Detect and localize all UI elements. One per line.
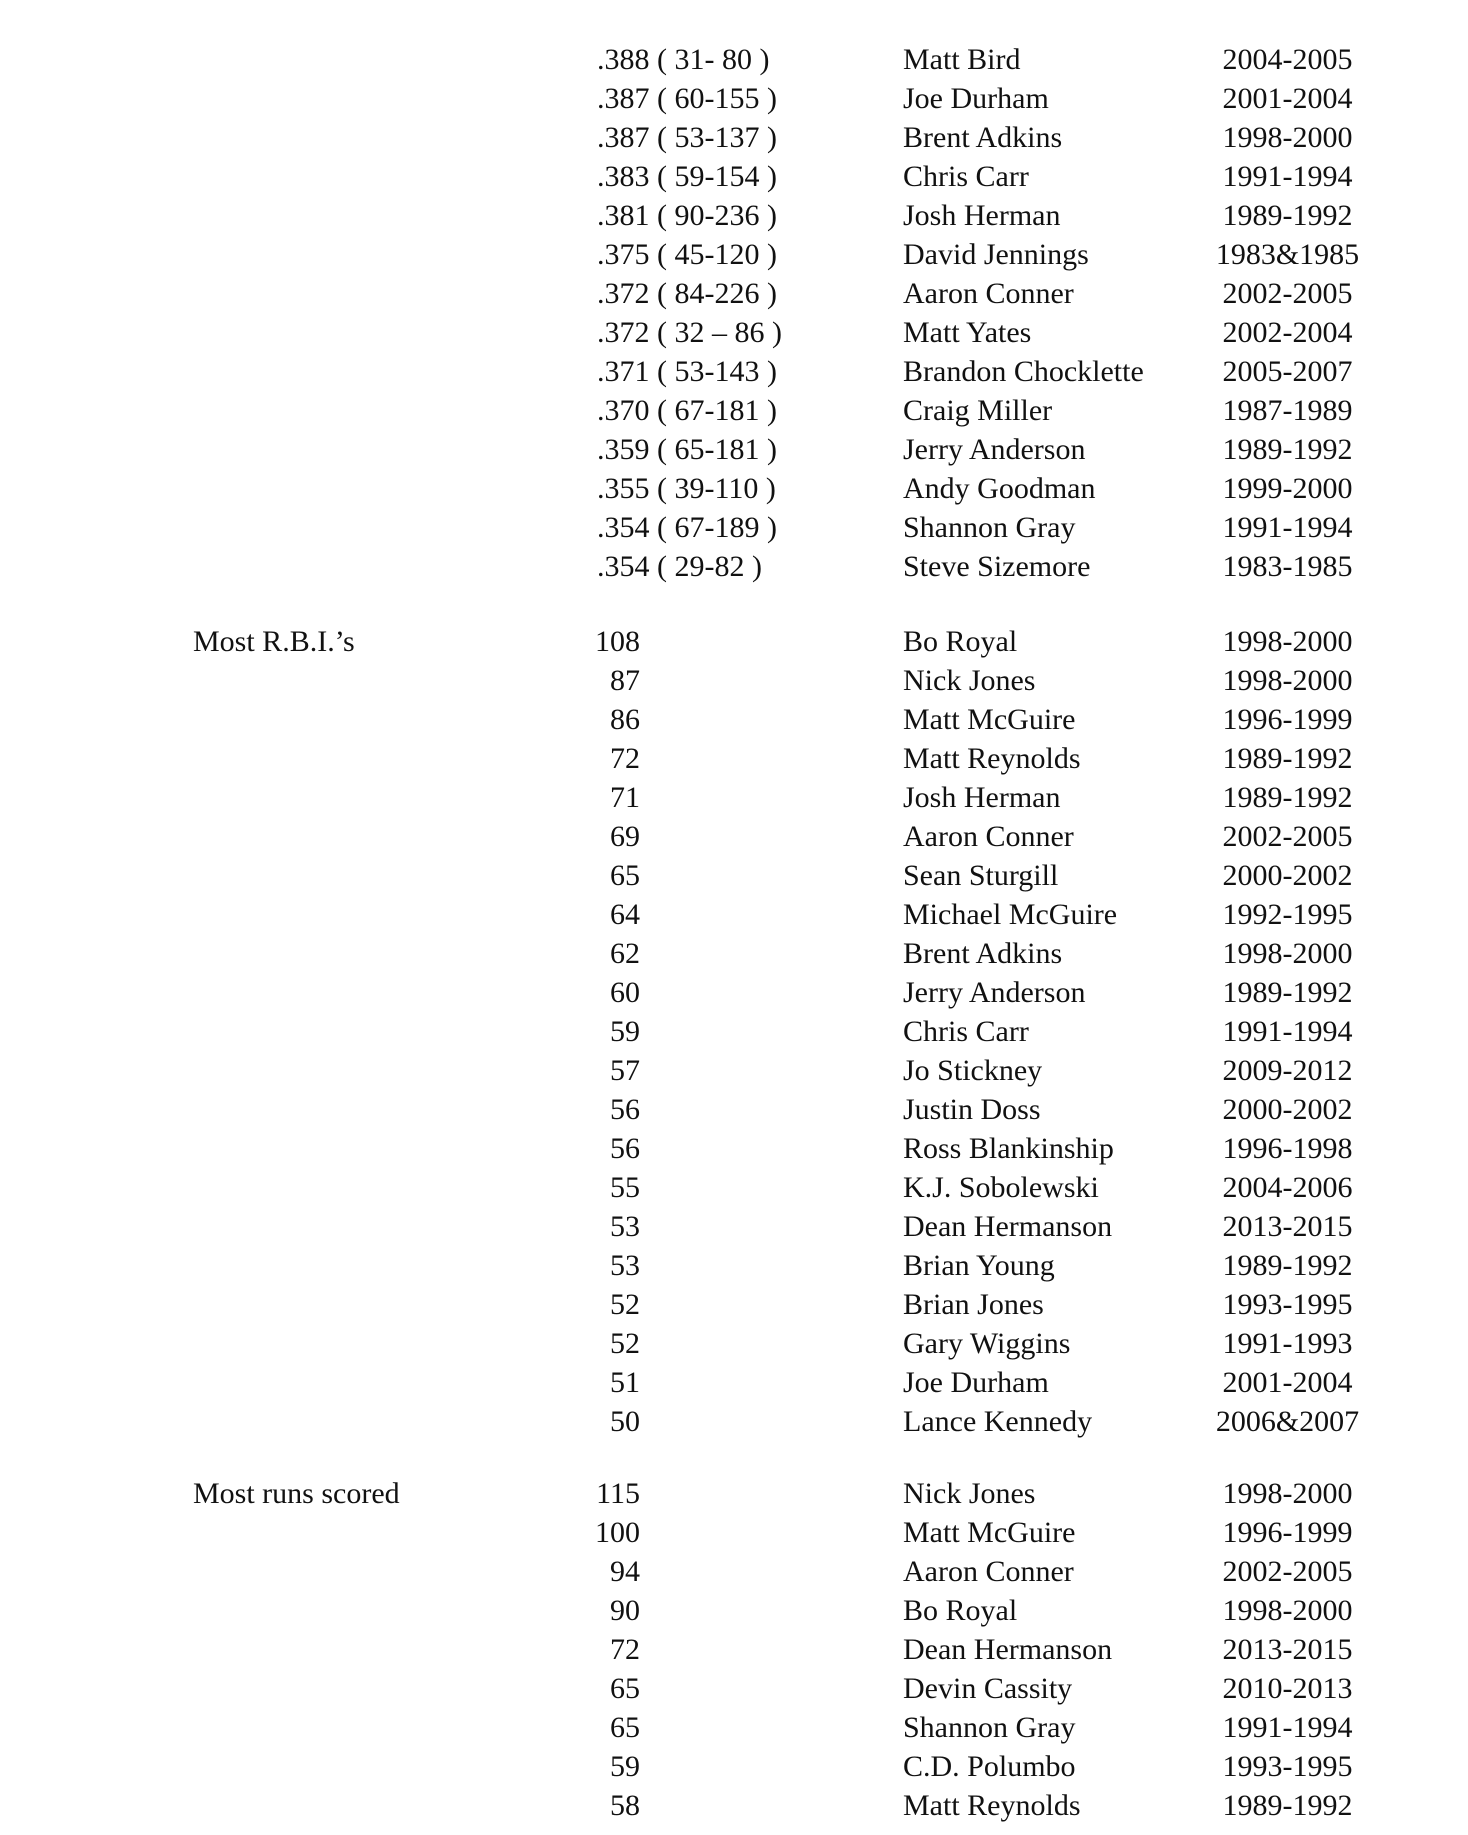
record-stat: 56 [610,1132,640,1165]
record-stat: 50 [610,1405,640,1438]
record-stat: .387 ( 60-155 ) [597,82,777,115]
record-row [0,1552,1468,1591]
player-name: Devin Cassity [903,1672,1073,1705]
record-row [0,622,1468,661]
player-name: Joe Durham [903,1366,1049,1399]
years-played: 1993-1995 [1222,1750,1353,1783]
record-stat: 58 [610,1789,640,1822]
years-played: 1989-1992 [1222,1789,1353,1822]
player-name: Steve Sizemore [903,550,1091,583]
years-played: 2004-2006 [1222,1171,1353,1204]
record-stat: 59 [610,1750,640,1783]
record-stat: 52 [610,1288,640,1321]
batting-average-section [0,40,1468,586]
record-row [0,274,1468,313]
record-row [0,1090,1468,1129]
years-played: 1998-2000 [1222,664,1353,697]
years-played: 1991-1994 [1222,511,1353,544]
record-stat: .355 ( 39-110 ) [597,472,776,505]
record-row [0,1669,1468,1708]
player-name: Bo Royal [903,625,1018,658]
record-row [0,1324,1468,1363]
years-played: 1989-1992 [1222,781,1353,814]
years-played: 1998-2000 [1222,625,1353,658]
record-row [0,547,1468,586]
record-row [0,739,1468,778]
record-stat: .354 ( 29-82 ) [597,550,762,583]
record-row [0,895,1468,934]
player-name: Michael McGuire [903,898,1118,931]
player-name: Chris Carr [903,160,1029,193]
player-name: Craig Miller [903,394,1053,427]
player-name: Sean Sturgill [903,859,1059,892]
record-stat: .372 ( 84-226 ) [597,277,777,310]
player-name: Josh Herman [903,781,1061,814]
years-played: 1999-2000 [1222,472,1353,505]
record-stat: 55 [610,1171,640,1204]
record-stat: .371 ( 53-143 ) [597,355,777,388]
years-played: 2000-2002 [1222,1093,1353,1126]
player-name: Lance Kennedy [903,1405,1093,1438]
record-stat: 62 [610,937,640,970]
record-list [0,622,1468,1441]
record-stat: 71 [610,781,640,814]
record-row [0,196,1468,235]
years-played: 2013-2015 [1222,1210,1353,1243]
player-name: Matt Yates [903,316,1032,349]
years-played: 1998-2000 [1222,121,1353,154]
player-name: David Jennings [903,238,1089,271]
player-name: Jo Stickney [903,1054,1043,1087]
player-name: Nick Jones [903,1477,1036,1510]
player-name: Joe Durham [903,82,1049,115]
years-played: 1991-1993 [1222,1327,1353,1360]
player-name: Aaron Conner [903,277,1074,310]
years-played: 1998-2000 [1222,1477,1353,1510]
record-list [0,1474,1468,1825]
years-played: 2002-2004 [1222,316,1353,349]
record-stat: 65 [610,859,640,892]
player-name: Brent Adkins [903,937,1063,970]
years-played: 2001-2004 [1222,1366,1353,1399]
record-row [0,508,1468,547]
years-played: 1998-2000 [1222,937,1353,970]
record-row [0,430,1468,469]
record-row [0,391,1468,430]
most-rbis-section [0,622,1468,1441]
record-row [0,856,1468,895]
record-row [0,661,1468,700]
record-row [0,1513,1468,1552]
player-name: Shannon Gray [903,511,1076,544]
record-stat: .359 ( 65-181 ) [597,433,777,466]
record-row [0,235,1468,274]
years-played: 2013-2015 [1222,1633,1353,1666]
record-stat: 59 [610,1015,640,1048]
player-name: Dean Hermanson [903,1633,1113,1666]
record-stat: 87 [610,664,640,697]
player-name: Justin Doss [903,1093,1041,1126]
years-played: 1991-1994 [1222,1015,1353,1048]
player-name: Aaron Conner [903,820,1074,853]
record-stat: 86 [610,703,640,736]
record-stat: 53 [610,1210,640,1243]
record-row [0,1051,1468,1090]
record-stat: .381 ( 90-236 ) [597,199,777,232]
record-list [0,40,1468,586]
record-stat: 65 [610,1711,640,1744]
player-name: Gary Wiggins [903,1327,1071,1360]
player-name: Brian Jones [903,1288,1044,1321]
player-name: Brandon Chocklette [903,355,1144,388]
record-row [0,817,1468,856]
years-played: 1993-1995 [1222,1288,1353,1321]
player-name: C.D. Polumbo [903,1750,1076,1783]
player-name: Brian Young [903,1249,1055,1282]
record-stat: 90 [610,1594,640,1627]
years-played: 2005-2007 [1222,355,1353,388]
player-name: Bo Royal [903,1594,1018,1627]
record-stat: .383 ( 59-154 ) [597,160,777,193]
years-played: 1996-1999 [1222,703,1353,736]
record-row [0,1630,1468,1669]
record-row [0,1591,1468,1630]
years-played: 2004-2005 [1222,43,1353,76]
years-played: 2002-2005 [1222,277,1353,310]
category-label: Most runs scored [193,1477,400,1510]
record-stat: 52 [610,1327,640,1360]
player-name: Matt Reynolds [903,1789,1081,1822]
player-name: Chris Carr [903,1015,1029,1048]
player-name: Jerry Anderson [903,433,1086,466]
record-stat: .388 ( 31- 80 ) [597,43,770,76]
player-name: K.J. Sobolewski [903,1171,1099,1204]
record-row [0,1474,1468,1513]
record-row [0,79,1468,118]
record-stat: 100 [595,1516,640,1549]
player-name: Dean Hermanson [903,1210,1113,1243]
record-row [0,313,1468,352]
most-runs-section [0,1474,1468,1825]
player-name: Jerry Anderson [903,976,1086,1009]
player-name: Nick Jones [903,664,1036,697]
record-stat: .387 ( 53-137 ) [597,121,777,154]
years-played: 1992-1995 [1222,898,1353,931]
years-played: 1987-1989 [1222,394,1353,427]
record-stat: 72 [610,1633,640,1666]
record-stat: 108 [595,625,640,658]
record-row [0,1708,1468,1747]
record-stat: 94 [610,1555,640,1588]
years-played: 1989-1992 [1222,976,1353,1009]
record-row [0,700,1468,739]
years-played: 1996-1998 [1222,1132,1353,1165]
record-row [0,1402,1468,1441]
years-played: 1998-2000 [1222,1594,1353,1627]
record-row [0,469,1468,508]
record-row [0,1285,1468,1324]
years-played: 1983-1985 [1222,550,1353,583]
record-stat: 69 [610,820,640,853]
record-stat: .370 ( 67-181 ) [597,394,777,427]
record-row [0,973,1468,1012]
player-name: Matt McGuire [903,1516,1076,1549]
record-stat: .354 ( 67-189 ) [597,511,777,544]
record-row [0,1246,1468,1285]
record-stat: .372 ( 32 – 86 ) [597,316,782,349]
years-played: 2000-2002 [1222,859,1353,892]
record-row [0,157,1468,196]
years-played: 2006&2007 [1215,1405,1360,1438]
years-played: 1989-1992 [1222,199,1353,232]
years-played: 1983&1985 [1215,238,1360,271]
record-row [0,1207,1468,1246]
years-played: 1989-1992 [1222,1249,1353,1282]
years-played: 1991-1994 [1222,1711,1353,1744]
years-played: 2010-2013 [1222,1672,1353,1705]
player-name: Matt Bird [903,43,1021,76]
record-row [0,1747,1468,1786]
record-stat: 60 [610,976,640,1009]
record-stat: .375 ( 45-120 ) [597,238,777,271]
record-row [0,40,1468,79]
record-stat: 115 [596,1477,640,1510]
record-row [0,1168,1468,1207]
record-row [0,1129,1468,1168]
record-stat: 51 [610,1366,640,1399]
years-played: 1991-1994 [1222,160,1353,193]
record-row [0,352,1468,391]
record-stat: 56 [610,1093,640,1126]
record-stat: 65 [610,1672,640,1705]
player-name: Andy Goodman [903,472,1096,505]
record-row [0,934,1468,973]
record-stat: 72 [610,742,640,775]
record-row [0,1786,1468,1825]
years-played: 2002-2005 [1222,820,1353,853]
years-played: 1989-1992 [1222,433,1353,466]
record-stat: 64 [610,898,640,931]
player-name: Matt Reynolds [903,742,1081,775]
player-name: Shannon Gray [903,1711,1076,1744]
record-stat: 57 [610,1054,640,1087]
player-name: Matt McGuire [903,703,1076,736]
record-row [0,1363,1468,1402]
player-name: Ross Blankinship [903,1132,1114,1165]
record-row [0,778,1468,817]
record-stat: 53 [610,1249,640,1282]
years-played: 1989-1992 [1222,742,1353,775]
years-played: 2002-2005 [1222,1555,1353,1588]
years-played: 2009-2012 [1222,1054,1353,1087]
category-label: Most R.B.I.’s [193,625,355,658]
years-played: 1996-1999 [1222,1516,1353,1549]
player-name: Brent Adkins [903,121,1063,154]
record-row [0,1012,1468,1051]
record-row [0,118,1468,157]
years-played: 2001-2004 [1222,82,1353,115]
player-name: Josh Herman [903,199,1061,232]
player-name: Aaron Conner [903,1555,1074,1588]
